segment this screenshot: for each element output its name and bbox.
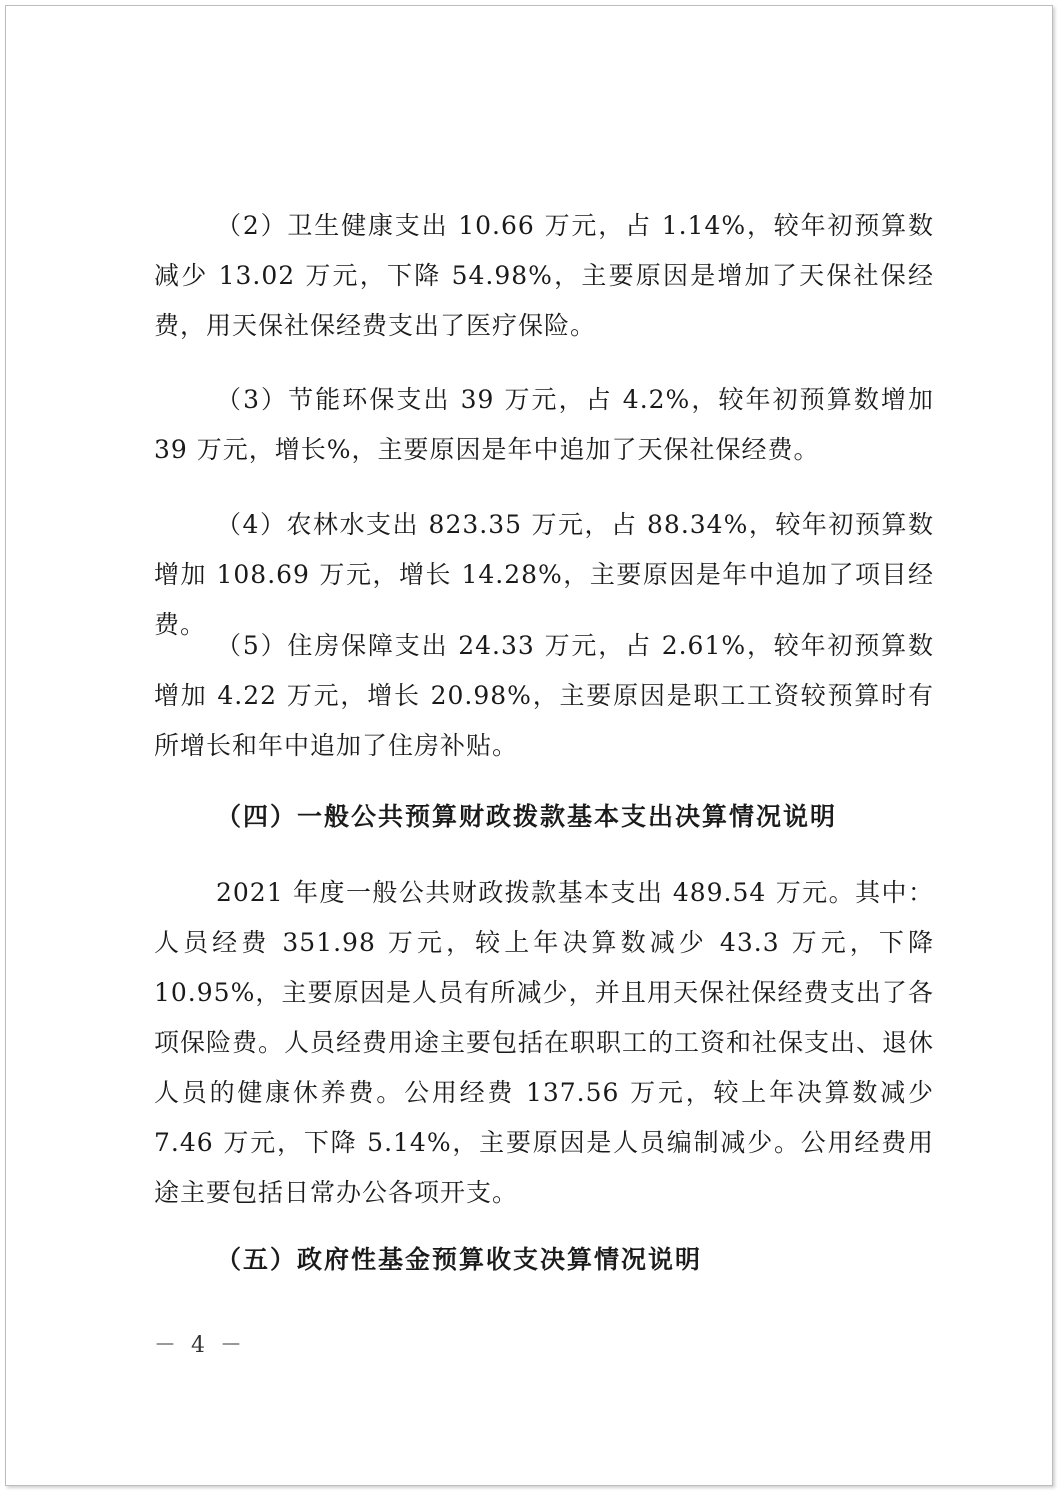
paragraph-housing: （5）住房保障支出 24.33 万元，占 2.61%，较年初预算数增加 4.22 万元，增长 20.98%，主要原因是职工工资较预算时有所增长和年中追加了住房补贴。 [154,631,934,760]
section-housing-expenditure [154,621,934,771]
paragraph-energy: （3）节能环保支出 39 万元，占 4.2%，较年初预算数增加 39 万元，增长%，主要原因是年中追加了天保社保经费。 [154,385,934,464]
page-number: － 4 － [154,1333,246,1358]
heading-government-fund: （五）政府性基金预算收支决算情况说明 [216,1245,703,1274]
paragraph-agriculture: （4）农林水支出 823.35 万元，占 88.34%，较年初预算数增加 108.69 万元，增长 14.28%，主要原因是年中追加了项目经费。 [154,510,934,639]
section-energy-expenditure [154,375,934,475]
section-basic-expenditure [154,868,934,1218]
section-health-expenditure [154,201,934,351]
paragraph-health: （2）卫生健康支出 10.66 万元，占 1.14%，较年初预算数减少 13.02 万元，下降 54.98%，主要原因是增加了天保社保经费，用天保社保经费支出了医疗保险。 [154,211,934,340]
heading-basic-expenditure: （四）一般公共预算财政拨款基本支出决算情况说明 [216,802,838,831]
paragraph-basic-expenditure: 2021 年度一般公共财政拨款基本支出 489.54 万元。其中：人员经费 351.98 万元，较上年决算数减少 43.3 万元，下降 10.95%，主要原因是人员有所减少，并且用天保社保经费支出了各项保险费。人员经费用途主要包括在职职工的工资和社保支出、退休人员的健康休养费。公用经费 137.56 万元，较上年决算数减少 7.46 万元，下降 5.14%，主要原因是人员编制减少。公用经费用途主要包括日常办公各项开支。 [154,878,935,1207]
document-page [5,5,1053,1486]
section-heading-5 [154,1235,934,1285]
section-heading-4 [154,792,934,842]
